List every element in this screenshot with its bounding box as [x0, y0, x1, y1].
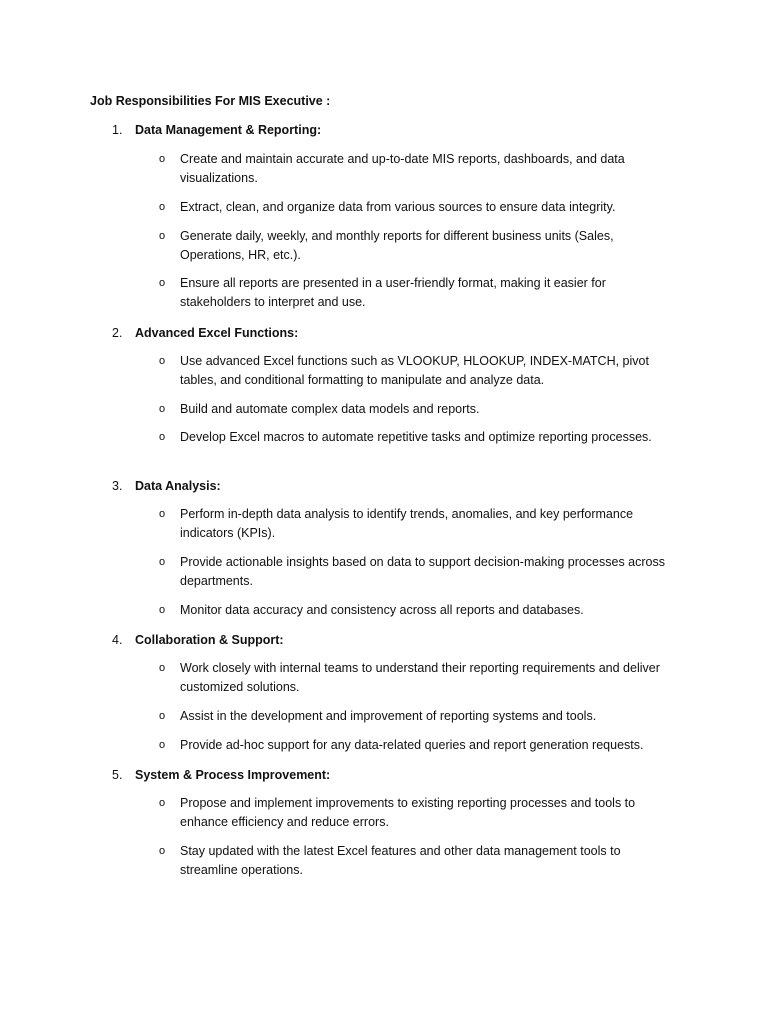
section-heading: Collaboration & Support: [135, 633, 284, 647]
bullet-marker: o [158, 710, 166, 722]
list-item: Monitor data accuracy and consistency across all reports and databases. [180, 603, 584, 617]
list-item: Build and automate complex data models and reports. [180, 402, 480, 416]
bullet-marker: o [158, 403, 166, 415]
bullet-marker: o [158, 845, 166, 857]
list-item: Use advanced Excel functions such as VLOOKUP, HLOOKUP, INDEX-MATCH, pivot tables, and conditional formatting to manipulate and analyze data. [180, 354, 649, 387]
section-number: 4. [112, 633, 123, 647]
list-item: Ensure all reports are presented in a user-friendly format, making it easier for stakeholders to interpret and use. [180, 276, 606, 309]
bullet-marker: o [158, 355, 166, 367]
list-item: Develop Excel macros to automate repetitive tasks and optimize reporting processes. [180, 430, 652, 444]
section-heading: System & Process Improvement: [135, 768, 331, 782]
bullet-marker: o [158, 556, 166, 568]
section-heading: Data Management & Reporting: [135, 123, 322, 137]
list-item: Provide actionable insights based on data to support decision-making processes across departments. [180, 555, 665, 588]
bullet-marker: o [158, 431, 166, 443]
list-item: Stay updated with the latest Excel features and other data management tools to streamline operations. [180, 844, 621, 877]
list-item: Propose and implement improvements to existing reporting processes and tools to enhance efficiency and reduce errors. [180, 796, 636, 829]
section-number: 5. [112, 768, 123, 782]
bullet-marker: o [158, 797, 166, 809]
list-item: Work closely with internal teams to understand their reporting requirements and deliver customized solutions. [180, 661, 660, 694]
section-number: 2. [112, 326, 123, 340]
bullet-marker: o [158, 277, 166, 289]
list-item: Generate daily, weekly, and monthly reports for different business units (Sales, Operations, HR, etc.). [180, 229, 614, 262]
section-number: 3. [112, 479, 123, 493]
list-item: Create and maintain accurate and up-to-date MIS reports, dashboards, and data visualizations. [180, 152, 625, 185]
page-title: Job Responsibilities For MIS Executive : [90, 94, 331, 108]
bullet-marker: o [158, 739, 166, 751]
bullet-marker: o [158, 230, 166, 242]
bullet-marker: o [158, 604, 166, 616]
list-item: Perform in-depth data analysis to identify trends, anomalies, and key performance indicators (KPIs). [180, 507, 634, 540]
bullet-marker: o [158, 662, 166, 674]
list-item: Extract, clean, and organize data from various sources to ensure data integrity. [180, 200, 616, 214]
section-heading: Data Analysis: [135, 479, 221, 493]
bullet-marker: o [158, 201, 166, 213]
list-item: Assist in the development and improvement of reporting systems and tools. [180, 709, 597, 723]
bullet-marker: o [158, 153, 166, 165]
bullet-marker: o [158, 508, 166, 520]
section-heading: Advanced Excel Functions: [135, 326, 299, 340]
list-item: Provide ad-hoc support for any data-related queries and report generation requests. [180, 738, 644, 752]
section-number: 1. [112, 123, 123, 137]
